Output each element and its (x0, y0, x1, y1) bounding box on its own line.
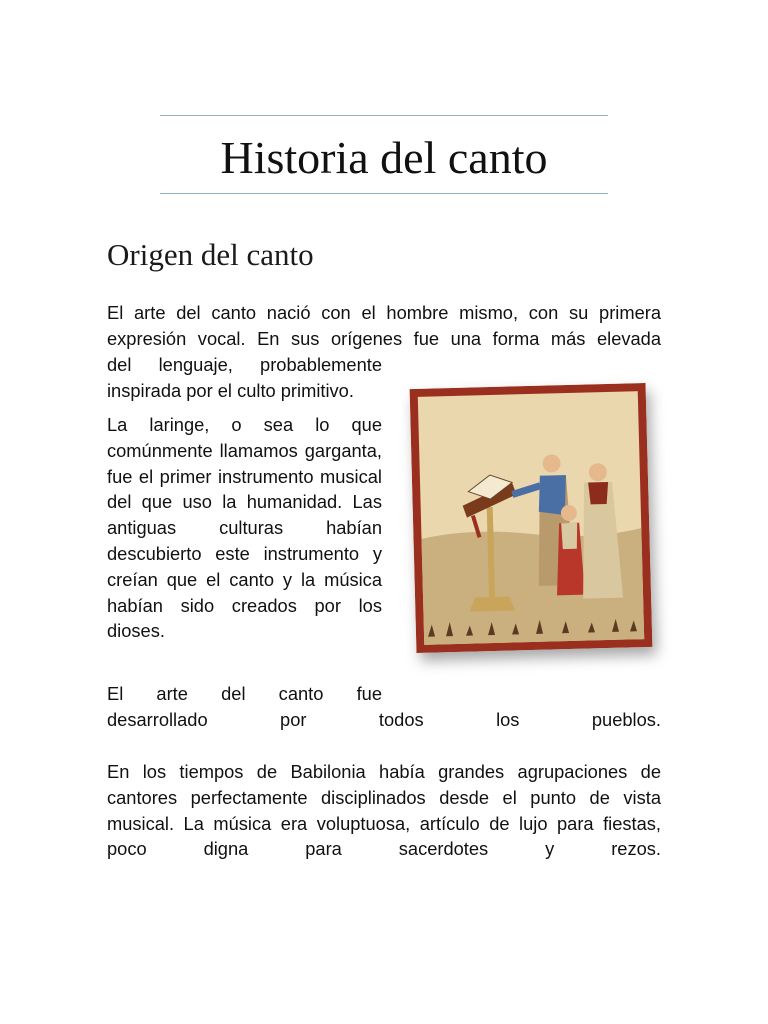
paragraph-3-narrow: El arte del canto fue (107, 683, 382, 704)
document-title: Historia del canto (220, 132, 548, 183)
paragraph-1-full: El arte del canto nació con el hombre mismo, con su primera expresión vocal. En sus orígenes fue una forma más elevada (107, 302, 661, 349)
medieval-singers-image (410, 383, 653, 653)
paragraph-2: La laringe, o sea lo que comúnmente llamamos garganta, fue el primer instrumento musical del que uso la humanidad. Las antiguas culturas habían descubierto este instrumento y creían que el canto y la música habían sido creados por los dioses. (107, 414, 382, 642)
paragraph-3-full: desarrollado por todos los pueblos. (107, 709, 661, 730)
title-rule-top (160, 115, 608, 116)
medieval-singers-illustration (410, 383, 653, 653)
paragraph-4: En los tiempos de Babilonia había grandes agrupaciones de cantores perfectamente disciplinados desde el punto de vista musical. La música era voluptuosa, artículo de lujo para fiestas, poco digna para sacerdotes y rezos. (107, 761, 661, 860)
title-rule-bottom (160, 193, 608, 194)
section-heading: Origen del canto (107, 237, 314, 272)
paragraph-1-narrow: del lenguaje, probablemente inspirada por el culto primitivo. (107, 354, 382, 401)
